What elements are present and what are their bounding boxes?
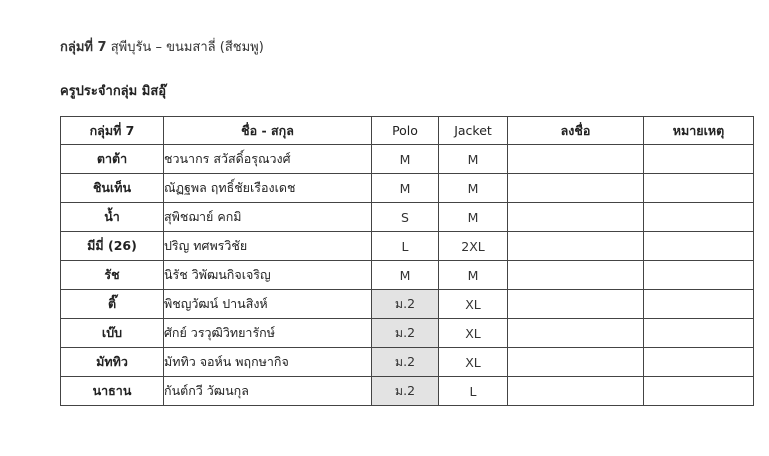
nickname-cell: ตาต้า [61,145,164,174]
header-jacket: Jacket [439,117,508,145]
table-row [61,174,754,203]
jacket-size-cell: M [439,174,508,203]
signature-cell [508,290,644,319]
remarks-cell [644,203,754,232]
group-title [60,36,264,57]
polo-size-cell: ม.2 [372,290,439,319]
remarks-cell [644,348,754,377]
remarks-cell [644,319,754,348]
group-number: กลุ่มที่ 7 [60,40,107,55]
fullname-cell: สุพิชฌาย์ คกมิ [164,203,372,232]
table-row [61,377,754,406]
signature-cell [508,145,644,174]
polo-size-cell: ม.2 [372,348,439,377]
signature-cell [508,319,644,348]
polo-size-cell: ม.2 [372,377,439,406]
header-group: กลุ่มที่ 7 [61,117,164,145]
group-subtitle: สุพีบุรัน – ขนมสาลี่ (สีชมพู) [106,40,264,55]
fullname-cell: ศักย์ วรวุฒิวิทยารักษ์ [164,319,372,348]
polo-size-cell: M [372,174,439,203]
signature-cell [508,348,644,377]
polo-size-cell: ม.2 [372,319,439,348]
jacket-size-cell: M [439,203,508,232]
fullname-cell: มัททิว จอห์น พฤกษากิจ [164,348,372,377]
nickname-cell: มีมี่ (26) [61,232,164,261]
teacher-line: ครูประจำกลุ่ม มิสอุ๊ [60,84,167,99]
fullname-cell: นิรัช วิพัฒนกิจเจริญ [164,261,372,290]
nickname-cell: ติ๊ [61,290,164,319]
remarks-cell [644,261,754,290]
jacket-size-cell: XL [439,290,508,319]
jacket-size-cell: XL [439,319,508,348]
table-row [61,290,754,319]
nickname-cell: ชินเท็น [61,174,164,203]
header-remarks: หมายเหตุ [644,117,754,145]
fullname-cell: กันต์กวี วัฒนกุล [164,377,372,406]
jacket-size-cell: XL [439,348,508,377]
polo-size-cell: L [372,232,439,261]
jacket-size-cell: M [439,145,508,174]
nickname-cell: น้ำ [61,203,164,232]
polo-size-cell: S [372,203,439,232]
table-row [61,319,754,348]
remarks-cell [644,290,754,319]
nickname-cell: มัททิว [61,348,164,377]
fullname-cell: ชวนากร สวัสดิ์อรุณวงศ์ [164,145,372,174]
student-roster-table [60,116,754,406]
fullname-cell: ปริญ ทศพรวิชัย [164,232,372,261]
nickname-cell: เบ๊บ [61,319,164,348]
table-row [61,145,754,174]
signature-cell [508,232,644,261]
signature-cell [508,203,644,232]
table-row [61,203,754,232]
polo-size-cell: M [372,145,439,174]
remarks-cell [644,232,754,261]
table-header-row [61,117,754,145]
jacket-size-cell: L [439,377,508,406]
signature-cell [508,377,644,406]
header-signature: ลงชื่อ [508,117,644,145]
table-row [61,232,754,261]
remarks-cell [644,145,754,174]
header-name: ชื่อ - สกุล [164,117,372,145]
signature-cell [508,174,644,203]
polo-size-cell: M [372,261,439,290]
signature-cell [508,261,644,290]
remarks-cell [644,377,754,406]
table-body [61,145,754,406]
nickname-cell: นาธาน [61,377,164,406]
fullname-cell: ณัฏฐพล ฤทธิ์ชัยเรืองเดช [164,174,372,203]
table-row [61,348,754,377]
remarks-cell [644,174,754,203]
header-polo: Polo [372,117,439,145]
fullname-cell: พิชญวัฒน์ ปานสิงห์ [164,290,372,319]
nickname-cell: รัช [61,261,164,290]
table-row [61,261,754,290]
jacket-size-cell: M [439,261,508,290]
jacket-size-cell: 2XL [439,232,508,261]
